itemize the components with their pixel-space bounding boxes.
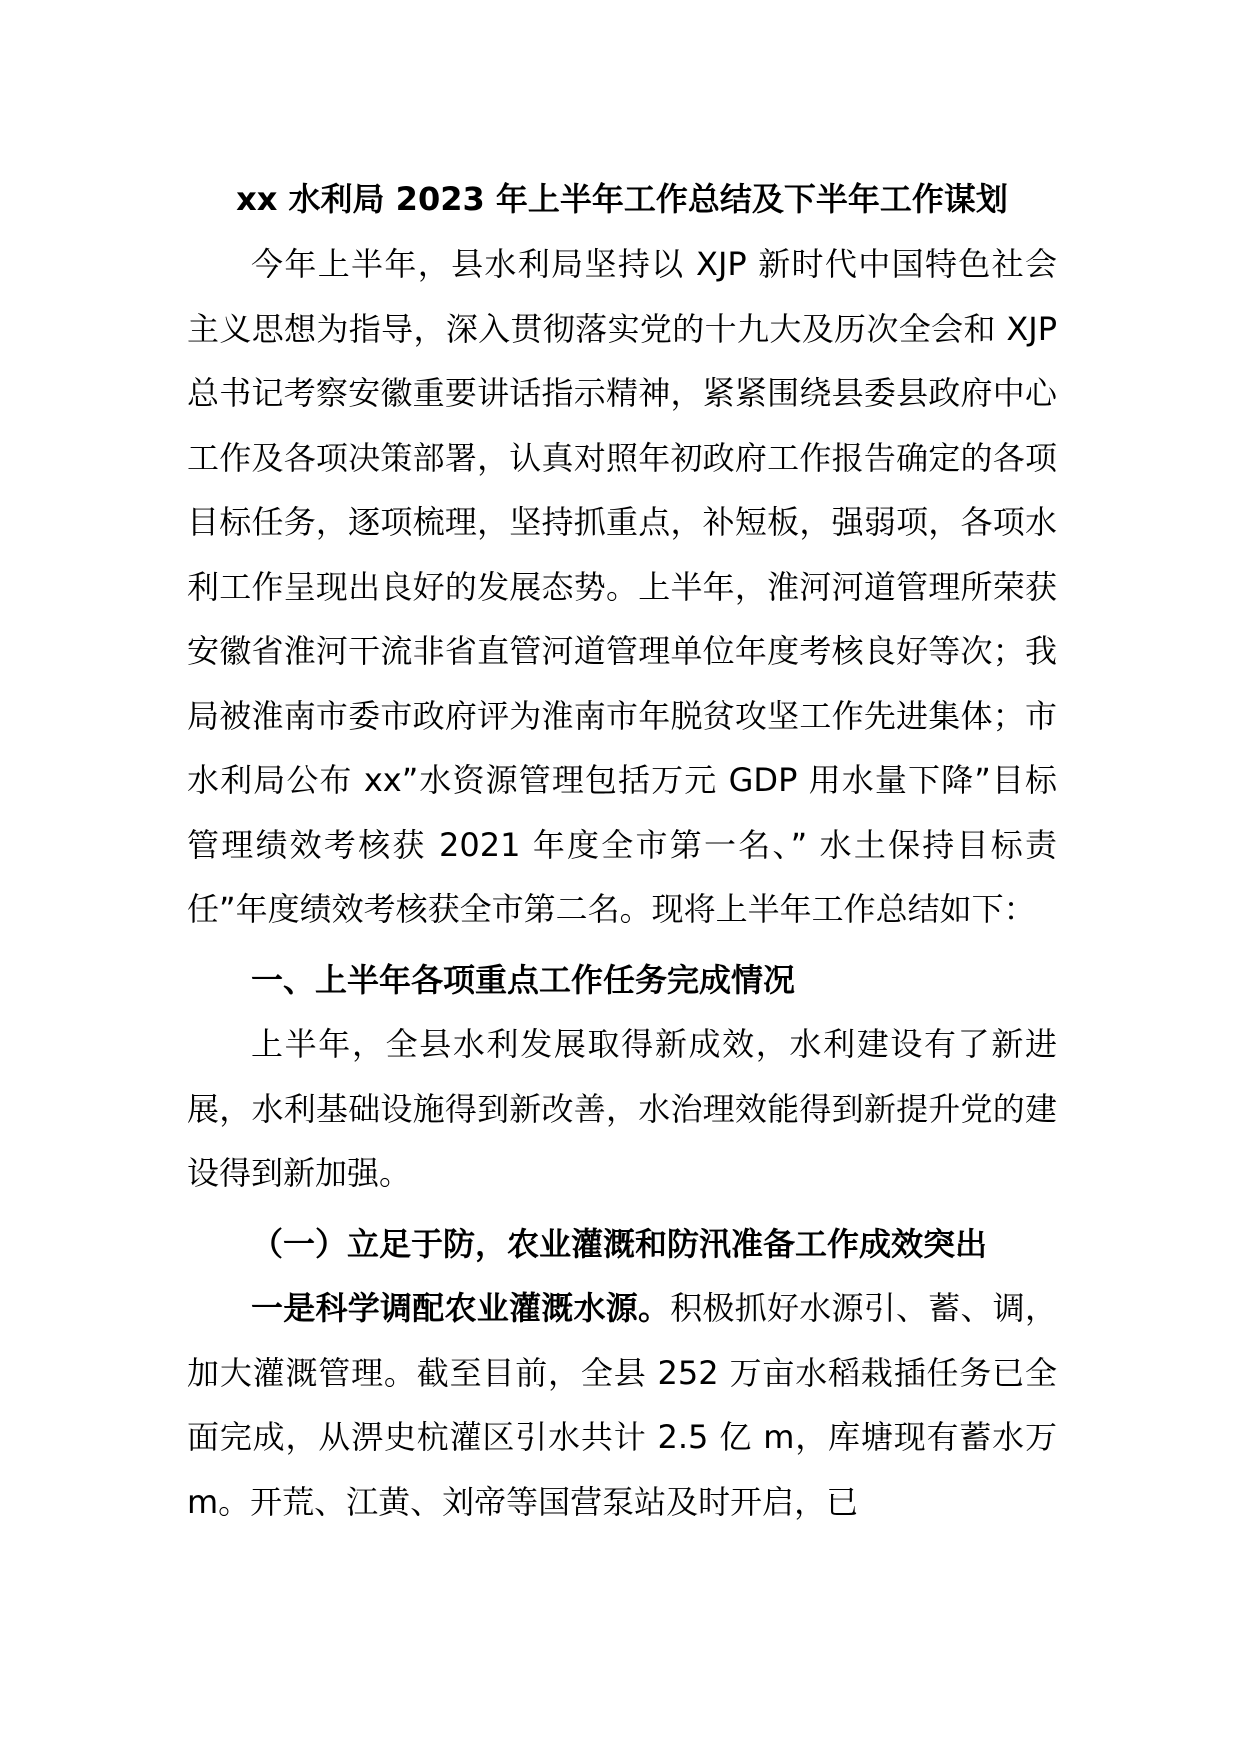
subsection-heading: （一）立足于防，农业灌溉和防汛准备工作成效突出 xyxy=(251,1224,988,1263)
section-heading: 一、上半年各项重点工作任务完成情况 xyxy=(251,960,796,999)
document-page xyxy=(187,166,1057,1534)
item-lead-text: 一是科学调配农业灌溉水源。 xyxy=(251,1289,671,1327)
item-body-text: 积极抓好水源引、蓄、调，加大灌溉管理。截至目前，全县 252 万亩水稻栽插任务已全面完成，从淠史杭灌区引水共计 2.5 亿 m，库塘现有蓄水万 m。开荒、江黄、刘帝等国营泵站及时开启，已 xyxy=(187,1289,1057,1521)
intro-paragraph: 今年上半年，县水利局坚持以 XJP 新时代中国特色社会主义思想为指导，深入贯彻落实党的十九大及历次全会和 XJP 总书记考察安徽重要讲话指示精神，紧紧围绕县委县政府中心工作及各项决策部署，认真对照年初政府工作报告确定的各项目标任务，逐项梳理，坚持抓重点，补短板，强弱项，各项水利工作呈现出良好的发展态势。上半年，淮河河道管理所荣获安徽省淮河干流非省直管河道管理单位年度考核良好等次；我局被淮南市委市政府评为淮南市年脱贫攻坚工作先进集体；市水利局公布 xx”水资源管理包括万元 GDP 用水量下降”目标管理绩效考核获 2021 年度全市第一名、” 水土保持目标责任”年度绩效考核获全市第二名。现将上半年工作总结如下： xyxy=(187,245,1057,928)
item-paragraph xyxy=(187,1276,1057,1534)
section-paragraph: 上半年，全县水利发展取得新成效，水利建设有了新进展，水利基础设施得到新改善，水治理效能得到新提升党的建设得到新加强。 xyxy=(187,1025,1057,1192)
document-title: xx 水利局 2023 年上半年工作总结及下半年工作谋划 xyxy=(236,180,1008,218)
